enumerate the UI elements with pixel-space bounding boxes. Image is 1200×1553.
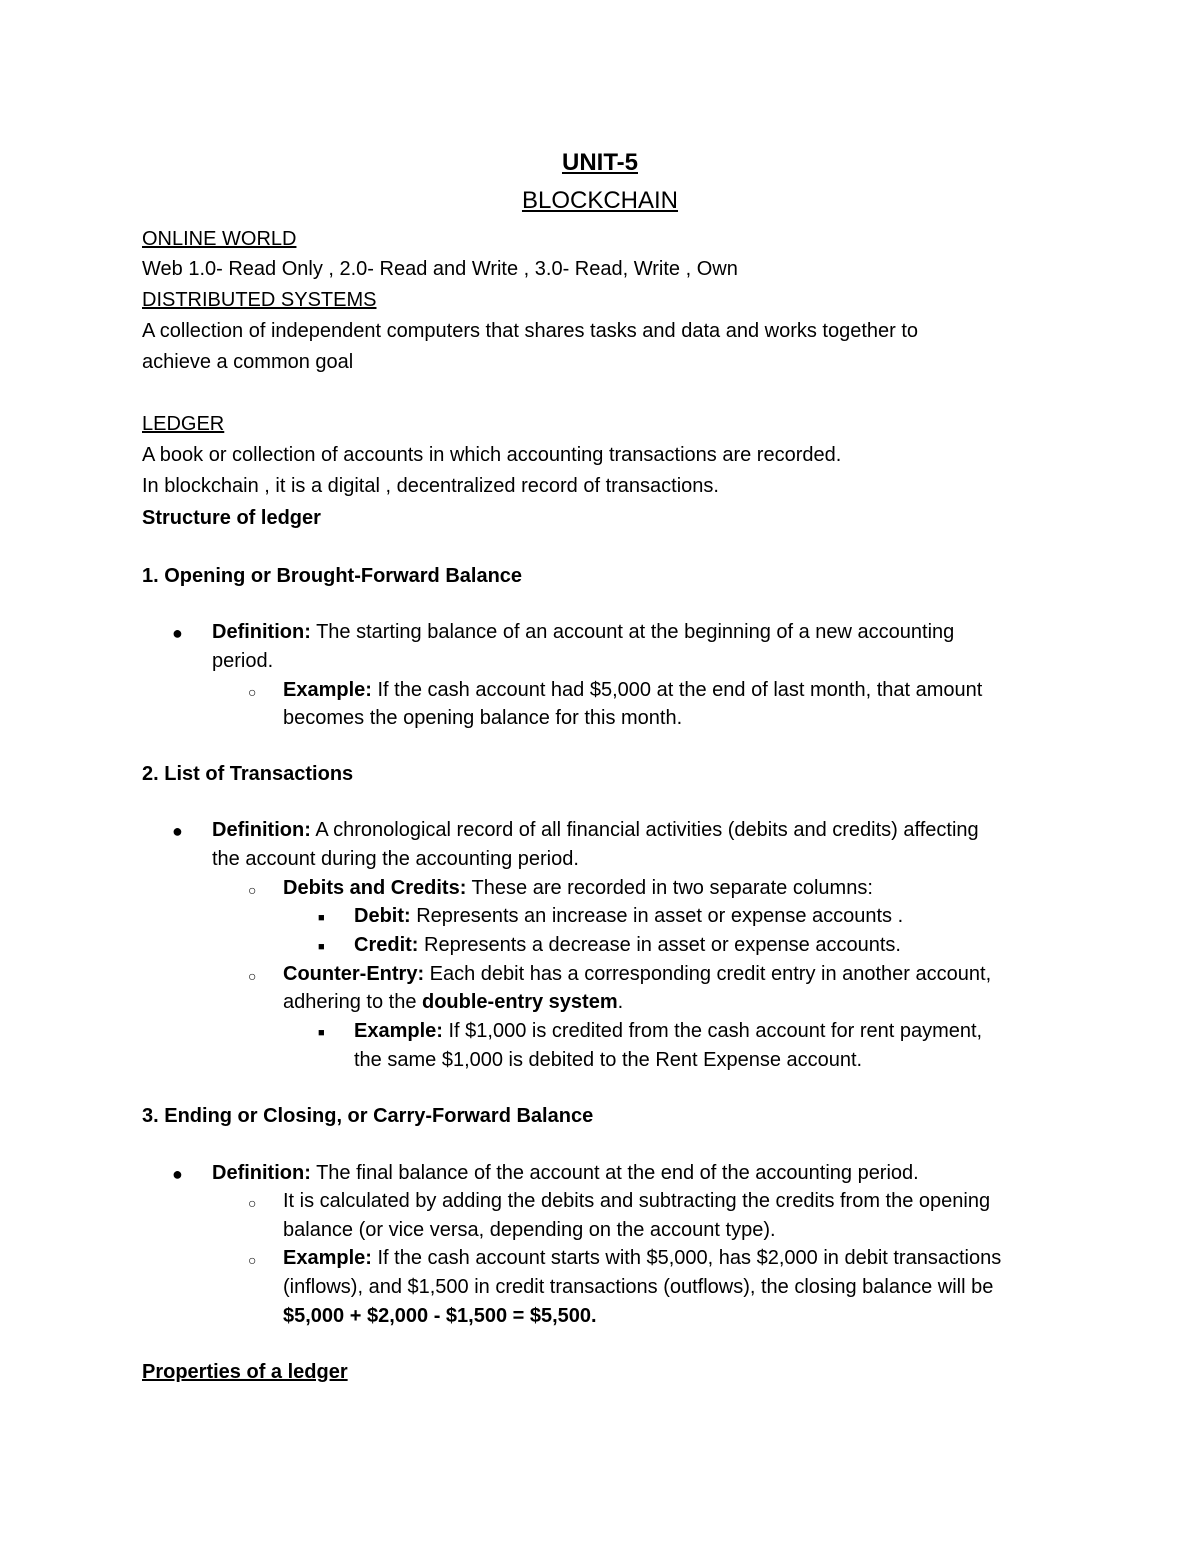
counter-entry-text-c: . <box>617 991 624 1013</box>
ledger-heading: LEDGER <box>142 413 225 435</box>
ledger-line-2: In blockchain , it is a digital , decentralized record of transactions. <box>142 475 719 497</box>
example-label: Example: <box>283 1247 372 1269</box>
definition-label: Definition: <box>212 1162 311 1184</box>
bullet-circle-icon: ○ <box>248 1252 257 1268</box>
counter-entry-cont <box>283 988 623 1017</box>
bullet-circle-icon: ○ <box>248 968 257 984</box>
debits-credits-label: Debits and Credits: <box>283 877 467 899</box>
closing-balance-formula: $5,000 + $2,000 - $1,500 = $5,500. <box>283 1305 597 1327</box>
definition-text: The final balance of the account at the end of the accounting period. <box>310 1162 919 1184</box>
counter-entry-text-a: adhering to the <box>283 991 422 1013</box>
bullet-square-icon: ■ <box>318 941 325 953</box>
section-3-definition <box>212 1159 919 1188</box>
example-text: If $1,000 is credited from the cash account for rent payment, <box>442 1020 983 1042</box>
double-entry-term: double-entry system <box>422 991 618 1013</box>
bullet-circle-icon: ○ <box>248 1195 257 1211</box>
subject-title: BLOCKCHAIN <box>521 187 679 214</box>
counter-entry-item <box>283 960 991 989</box>
section-2-example <box>354 1017 982 1046</box>
section-1-definition <box>212 618 954 647</box>
counter-entry-label: Counter-Entry: <box>283 963 425 985</box>
section-3-example <box>283 1244 1001 1273</box>
online-world-text: Web 1.0- Read Only , 2.0- Read and Write , 3.0- Read, Write , Own <box>142 258 738 280</box>
definition-text: The starting balance of an account at the beginning of a new accounting <box>310 621 955 643</box>
structure-heading: Structure of ledger <box>142 507 321 529</box>
bullet-disc-icon: ● <box>172 623 183 643</box>
properties-heading: Properties of a ledger <box>142 1361 348 1383</box>
bullet-square-icon: ■ <box>318 1027 325 1039</box>
credit-text: Represents a decrease in asset or expense accounts. <box>418 934 901 956</box>
section-1-example <box>283 676 982 705</box>
example-text: If the cash account had $5,000 at the end of last month, that amount <box>371 679 983 701</box>
debit-item <box>354 902 903 931</box>
credit-label: Credit: <box>354 934 419 956</box>
ledger-line-1: A book or collection of accounts in which accounting transactions are recorded. <box>142 444 842 466</box>
section-3-example-cont: (inflows), and $1,500 in credit transactions (outflows), the closing balance will be <box>283 1276 994 1298</box>
distributed-heading: DISTRIBUTED SYSTEMS <box>142 289 377 311</box>
calculation-text: It is calculated by adding the debits and subtracting the credits from the opening <box>283 1190 991 1212</box>
definition-text: A chronological record of all financial activities (debits and credits) affecting <box>310 819 979 841</box>
bullet-circle-icon: ○ <box>248 882 257 898</box>
definition-label: Definition: <box>212 621 311 643</box>
section-2-definition <box>212 816 979 845</box>
bullet-square-icon: ■ <box>318 912 325 924</box>
debits-credits-text: These are recorded in two separate columns: <box>466 877 873 899</box>
definition-label: Definition: <box>212 819 311 841</box>
online-world-heading: ONLINE WORLD <box>142 228 297 250</box>
section-1-heading: 1. Opening or Brought-Forward Balance <box>142 565 523 587</box>
bullet-disc-icon: ● <box>172 821 183 841</box>
unit-title: UNIT-5 <box>561 149 638 176</box>
debit-label: Debit: <box>354 905 411 927</box>
example-label: Example: <box>283 679 372 701</box>
calculation-text-cont: balance (or vice versa, depending on the account type). <box>283 1219 776 1241</box>
section-2-example-cont: the same $1,000 is debited to the Rent Expense account. <box>354 1049 863 1071</box>
section-1-definition-cont: period. <box>212 650 274 672</box>
example-label: Example: <box>354 1020 443 1042</box>
bullet-circle-icon: ○ <box>248 684 257 700</box>
distributed-line-2: achieve a common goal <box>142 351 354 373</box>
example-text: If the cash account starts with $5,000, has $2,000 in debit transactions <box>371 1247 1002 1269</box>
section-2-definition-cont: the account during the accounting period. <box>212 848 579 870</box>
counter-entry-text: Each debit has a corresponding credit entry in another account, <box>424 963 992 985</box>
section-2-heading: 2. List of Transactions <box>142 763 354 785</box>
bullet-disc-icon: ● <box>172 1164 183 1184</box>
credit-item <box>354 931 901 960</box>
section-1-example-cont: becomes the opening balance for this month. <box>283 707 683 729</box>
debits-credits-item <box>283 874 873 903</box>
distributed-line-1: A collection of independent computers that shares tasks and data and works together to <box>142 320 919 342</box>
debit-text: Represents an increase in asset or expense accounts . <box>410 905 904 927</box>
section-3-heading: 3. Ending or Closing, or Carry-Forward Balance <box>142 1105 594 1127</box>
